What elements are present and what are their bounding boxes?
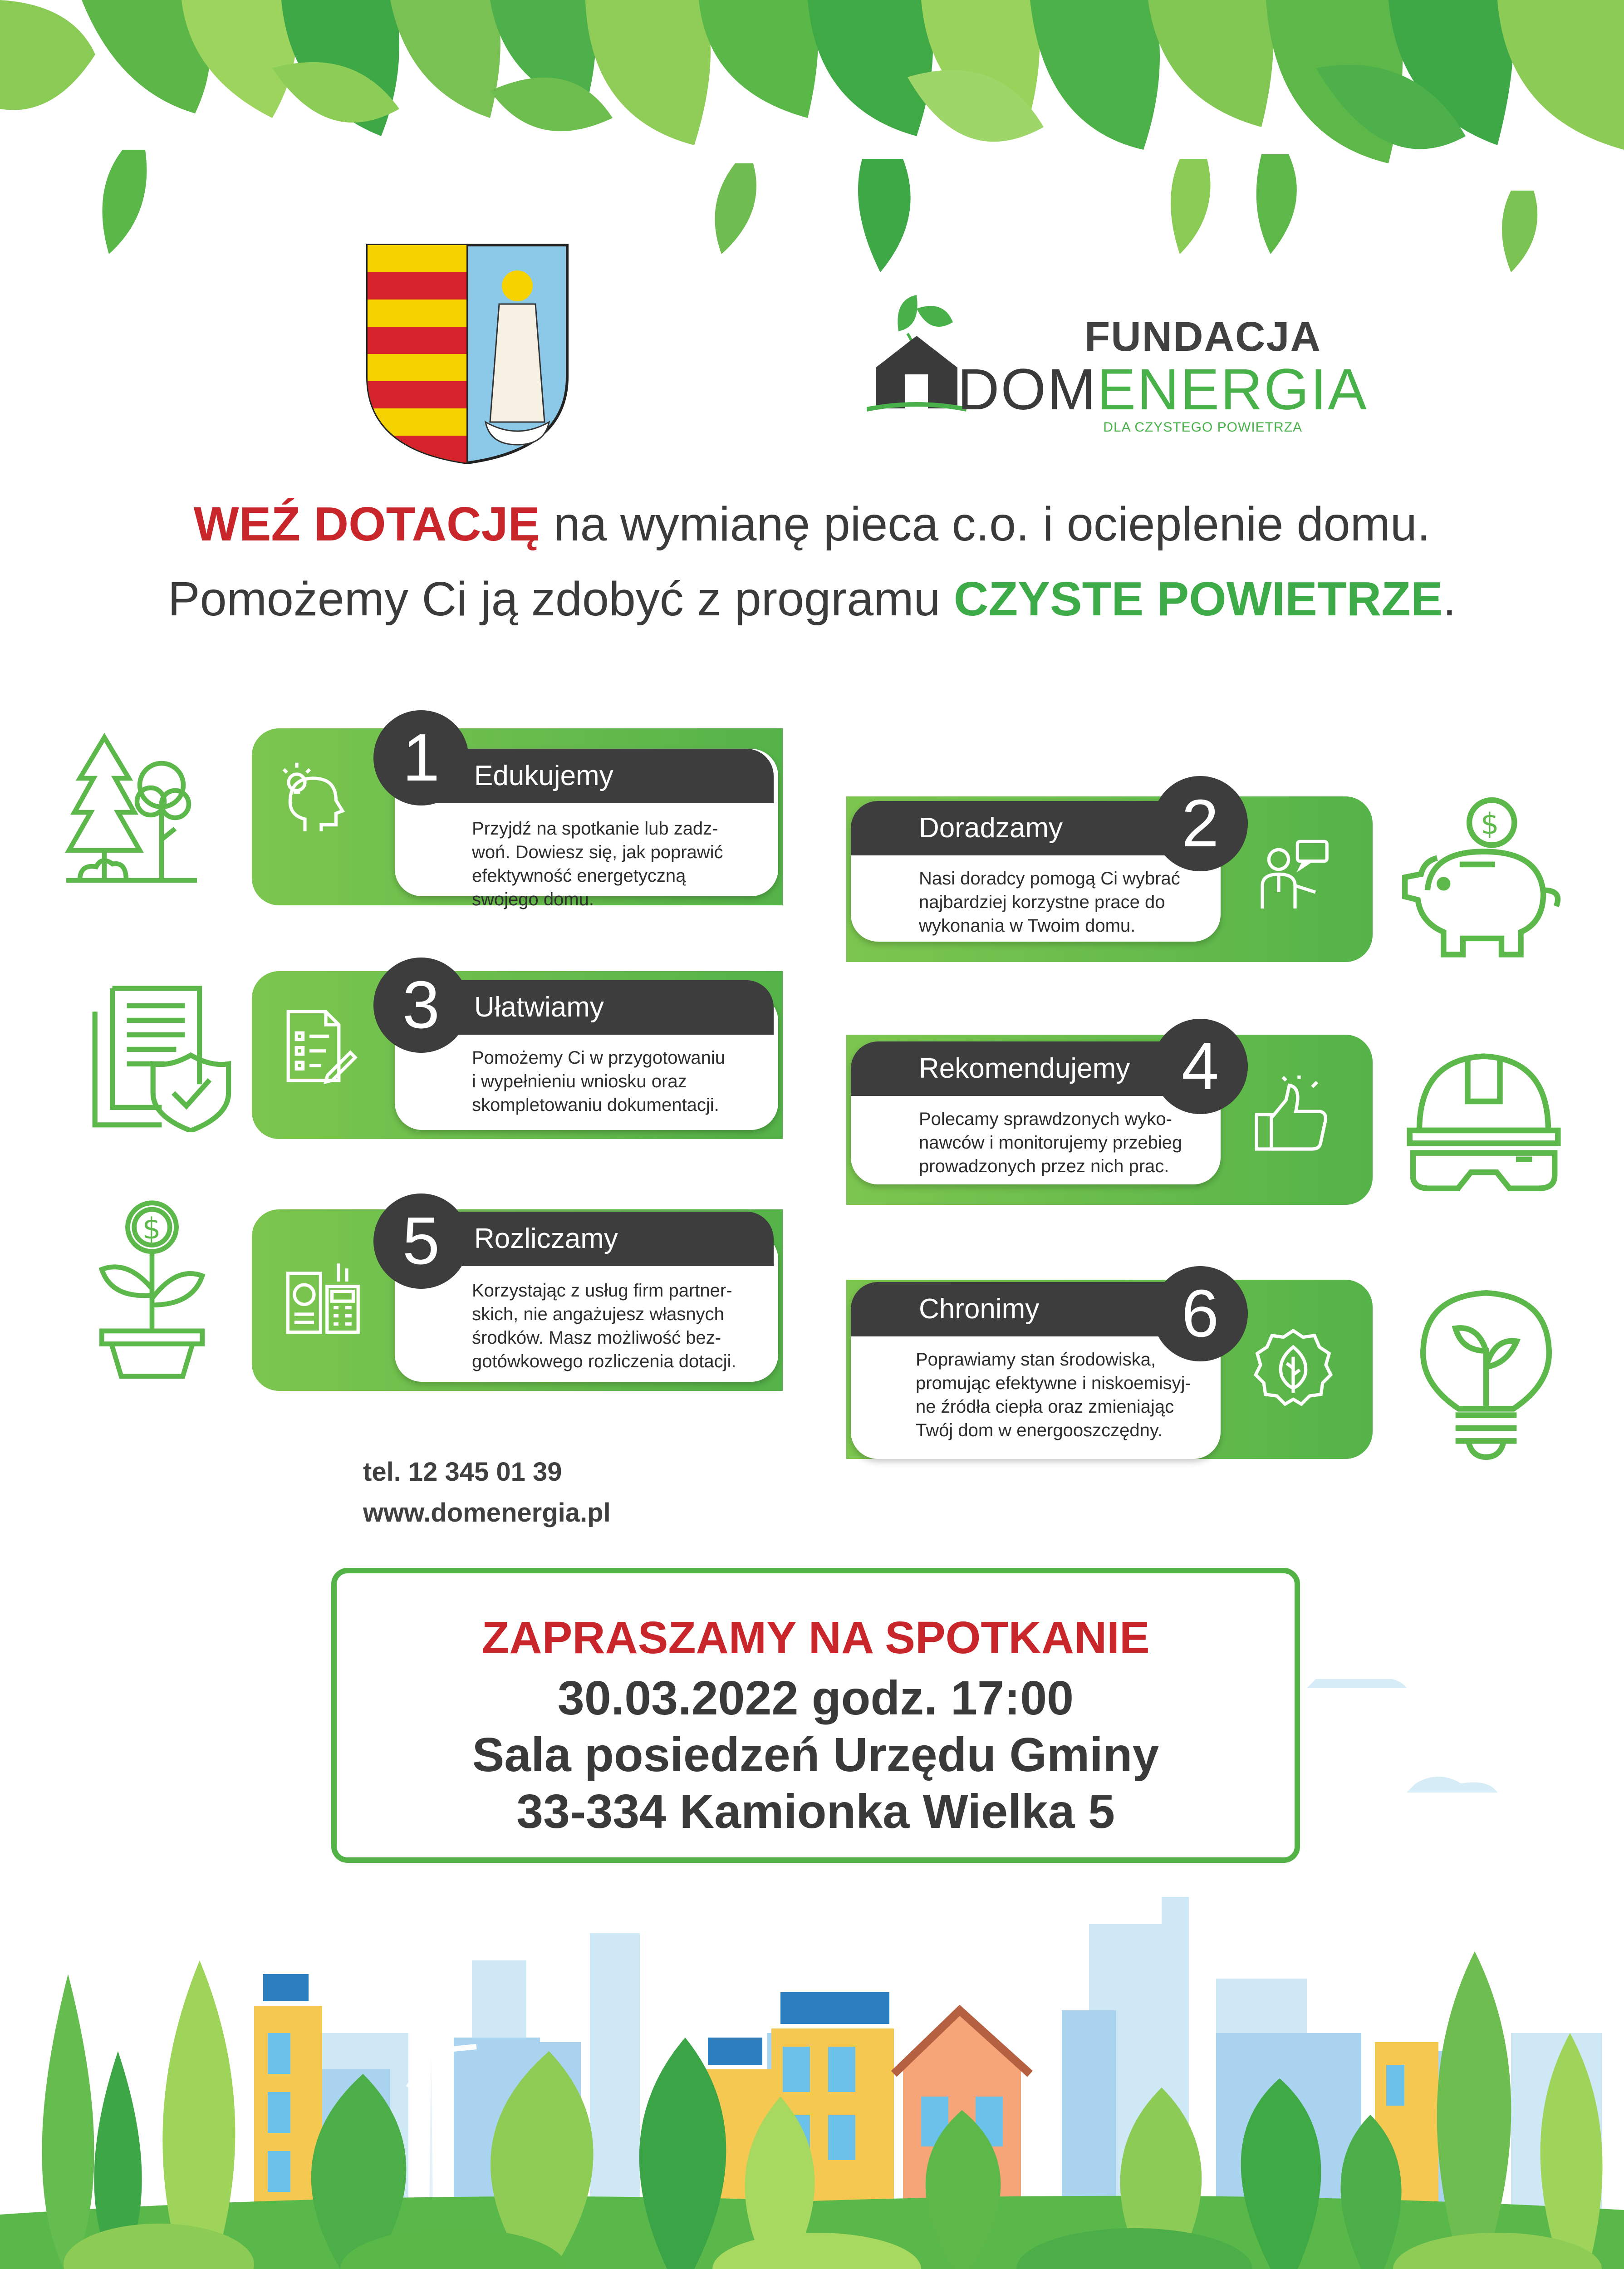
step-text-3: Pomożemy Ci w przygotowaniu i wypełnieniu wniosku oraz skompletowaniu dokumentacji. [472, 1048, 725, 1115]
step-text-4: Polecamy sprawdzonych wyko- nawców i monitorujemy przebieg prowadzonych przez nich prac. [919, 1109, 1182, 1176]
step-text-6: Poprawiamy stan środowiska, promując efektywne i niskoemisyj- ne źródła ciepła oraz zmieniając Twój dom w energooszczędny. [916, 1350, 1191, 1440]
svg-text:$: $ [1480, 807, 1499, 841]
leaves-decoration [0, 0, 1624, 327]
step-title-2: Doradzamy [851, 801, 1214, 855]
piggy-bank-icon [1395, 792, 1572, 964]
step-title-1: Edukujemy [395, 749, 774, 803]
thumbs-up-icon [1250, 1076, 1332, 1157]
step-number-5: 5 [373, 1193, 469, 1289]
svg-text:$: $ [142, 1212, 161, 1246]
documents-shield-icon [86, 982, 231, 1132]
foundation-name: DOMENERGIA [957, 357, 1368, 422]
invite-place: Sala posiedzeń Urzędu Gminy [472, 1728, 1159, 1782]
step-title-3: Ułatwiamy [395, 980, 774, 1035]
leaf-badge-icon [1252, 1327, 1334, 1409]
money-plant-icon [95, 1198, 209, 1380]
trees-icon [64, 731, 200, 894]
foundation-tagline: DLA CZYSTEGO POWIETRZA [1103, 420, 1302, 435]
step-number-6: 6 [1153, 1266, 1248, 1361]
domenergia-house-icon [867, 290, 967, 413]
invite-heading: ZAPRASZAMY NA SPOTKANIE [481, 1612, 1150, 1663]
contact-website[interactable]: www.domenergia.pl [363, 1498, 611, 1527]
step-number-3: 3 [373, 958, 469, 1053]
eco-bulb-icon [1413, 1287, 1559, 1464]
step-number-1: 1 [373, 710, 469, 805]
step-number-2: 2 [1153, 776, 1248, 871]
calculator-icon [281, 1257, 363, 1339]
step-title-5: Rozliczamy [395, 1212, 774, 1266]
step-title-6: Chronimy [851, 1282, 1214, 1336]
hard-hat-icon [1402, 1037, 1565, 1198]
invite-address: 33-334 Kamionka Wielka 5 [516, 1785, 1115, 1838]
coat-of-arms [363, 241, 572, 467]
step-number-4: 4 [1153, 1019, 1248, 1114]
contact-phone[interactable]: tel. 12 345 01 39 [363, 1457, 562, 1487]
advisor-icon [1250, 835, 1332, 917]
step-title-4: Rekomendujemy [851, 1041, 1214, 1096]
foundation-title: FUNDACJA [1084, 314, 1321, 360]
invite-datetime: 30.03.2022 godz. 17:00 [557, 1671, 1074, 1725]
meeting-invitation [331, 1568, 1300, 1863]
checklist-icon [277, 1005, 358, 1087]
step-text-5: Korzystając z usług firm partner- skich, nie angażujesz własnych środków. Masz możliwość bez- gotówkowego rozliczenia dotacji. [472, 1281, 736, 1371]
head-lightbulb-icon [272, 758, 354, 840]
step-text-2: Nasi doradcy pomogą Ci wybrać najbardziej korzystne prace do wykonania w Twoim domu. [919, 869, 1180, 936]
headline-line-2: Pomożemy Ci ją zdobyć z programu CZYSTE POWIETRZE. [167, 572, 1457, 626]
headline-line-1: WEŹ DOTACJĘ na wymianę pieca c.o. i ocieplenie domu. [193, 497, 1431, 551]
step-text-1: Przyjdź na spotkanie lub zadz- woń. Dowiesz się, jak poprawić efektywność energetyczną swojego domu. [472, 819, 723, 909]
